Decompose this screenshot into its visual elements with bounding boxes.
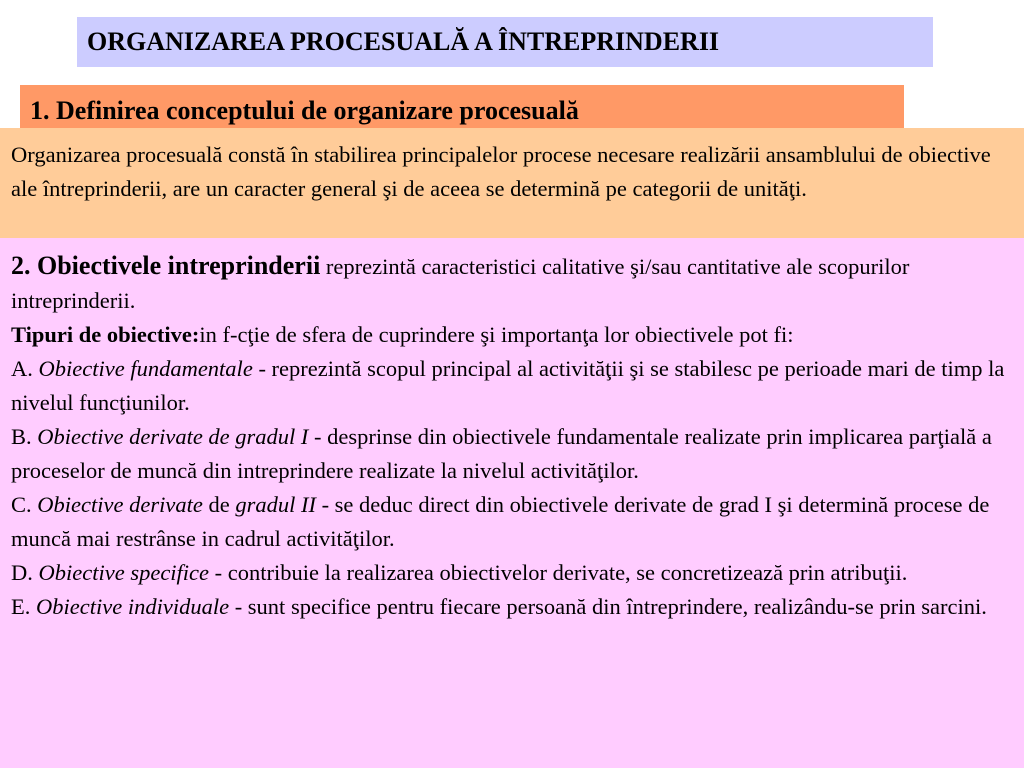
item-desc: - contribuie la realizarea obiectivelor derivate, se concretizează prin atribuţii. [209, 560, 908, 585]
item-letter: D. [11, 560, 39, 585]
objectives-intro [11, 249, 1014, 318]
item-name: Obiective specifice [38, 560, 210, 585]
objective-item-e [11, 590, 1014, 624]
item-desc: - sunt specifice pentru fiecare persoană din întreprindere, realizându-se prin sarcini. [229, 594, 987, 619]
item-letter: E. [11, 594, 36, 619]
objective-item-c [11, 488, 1014, 556]
item-name2: gradul II [235, 492, 316, 517]
item-name: Obiective derivate de gradul I [37, 424, 309, 449]
section1-heading: 1. Definirea conceptului de organizare procesuală [30, 96, 579, 125]
page-title: ORGANIZAREA PROCESUALĂ A ÎNTREPRINDERII [87, 27, 720, 56]
title-banner [77, 17, 933, 67]
item-name: Obiective fundamentale [38, 356, 253, 381]
objectives-box [0, 238, 1024, 768]
item-letter: A. [11, 356, 39, 381]
item-name: Obiective individuale [36, 594, 230, 619]
item-desc: - se deduc direct din obiectivele derivate de grad I şi determină procese de muncă mai restrânse in cadrul activităţilor. [11, 492, 990, 551]
section2-heading-rest: reprezintă caracteristici calitative şi/sau cantitative ale scopurilor intreprinderii. [11, 254, 910, 313]
item-letter: B. [11, 424, 38, 449]
item-name: Obiective derivate [37, 492, 203, 517]
objective-item-d [11, 556, 1014, 590]
objective-item-a [11, 352, 1014, 420]
definition-text: Organizarea procesuală constă în stabilirea principalelor procese necesare realizării ansamblului de obiective ale întreprinderii, are un caracter general şi de aceea se determină pe categorii de unităţi. [11, 142, 991, 201]
objective-item-b [11, 420, 1014, 488]
item-mid: de [202, 492, 236, 517]
section2-heading: 2. Obiectivele intreprinderii [11, 251, 321, 280]
definition-box [0, 128, 1024, 238]
types-label: Tipuri de obiective: [11, 322, 200, 347]
item-desc: - desprinse din obiectivele fundamentale realizate prin implicarea parţială a proceselor de muncă din intreprindere realizate la nivelul activităţilor. [11, 424, 992, 483]
types-rest: in f-cţie de sfera de cuprindere şi importanţa lor obiectivele pot fi: [199, 322, 794, 347]
objective-types [11, 318, 1014, 352]
item-letter: C. [11, 492, 38, 517]
item-desc: - reprezintă scopul principal al activităţii şi se stabilesc pe perioade mari de timp la nivelul funcţiunilor. [11, 356, 1005, 415]
section1-heading-banner [20, 85, 904, 133]
